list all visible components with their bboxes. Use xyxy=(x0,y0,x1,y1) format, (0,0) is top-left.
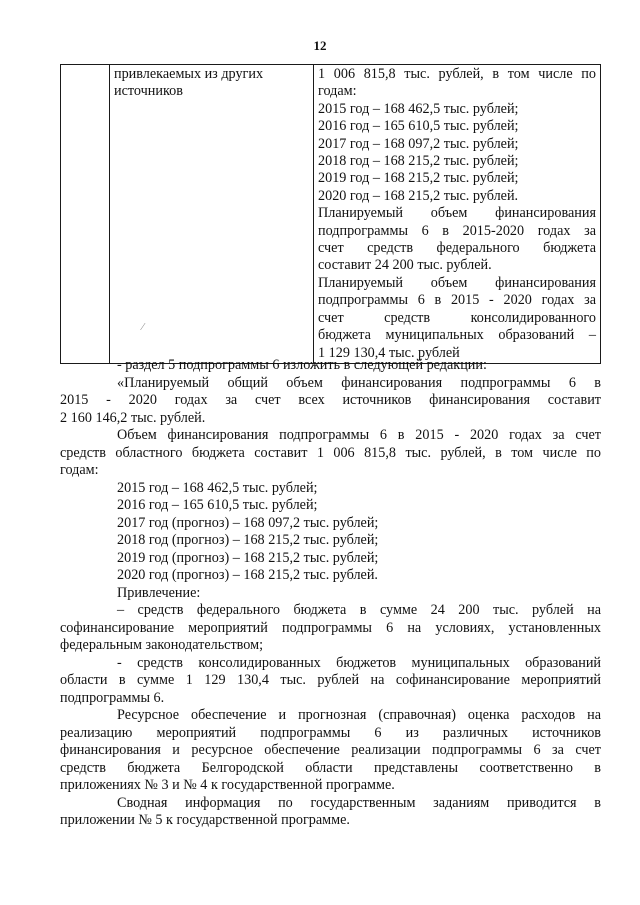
section-intro: - раздел 5 подпрограммы 6 изложить в следующей редакции: xyxy=(117,357,487,373)
total-line: 1 006 815,8 тыс. рублей, в том числе по xyxy=(318,66,596,82)
source-label-line: привлекаемых из других xyxy=(114,66,264,82)
resources-paragraph xyxy=(60,707,601,795)
table-row xyxy=(61,65,601,364)
year-line: 2020 год (прогноз) – 168 215,2 тыс. рублей. xyxy=(117,567,378,583)
text-line: финансирования и ресурсное обеспечение реализации подпрограммы 6 за счет xyxy=(60,742,601,758)
text-line: софинансирование мероприятий подпрограммы 6 на условиях, установленных xyxy=(60,619,601,636)
text-line: области в сумме 1 129 130,4 тыс. рублей на софинансирование мероприятий xyxy=(60,672,601,688)
text-line: 2015 - 2020 годах за счет всех источников финансирования составит xyxy=(60,392,601,408)
text-line: подпрограммы 6. xyxy=(60,689,165,706)
federal-line: Планируемый объем финансирования xyxy=(318,205,596,222)
summary-paragraph xyxy=(60,795,601,830)
text-line: - средств консолидированных бюджетов муниципальных образований xyxy=(117,654,601,671)
regional-budget-paragraph xyxy=(60,427,601,480)
text-line: Сводная информация по государственным заданиям приводится в xyxy=(117,794,601,811)
page-number: 12 xyxy=(313,38,327,53)
text-line: Ресурсное обеспечение и прогнозная (справочная) оценка расходов на xyxy=(117,707,601,723)
text-line: годам: xyxy=(60,462,99,478)
federal-line: составит 24 200 тыс. рублей. xyxy=(318,257,492,274)
text-line: средств областного бюджета составит 1 006 815,8 тыс. рублей, в том числе по xyxy=(60,444,601,461)
attraction-label: Привлечение: xyxy=(117,584,201,601)
stray-mark: ⁄ xyxy=(142,322,144,333)
financing-details-cell xyxy=(314,65,601,364)
text-line: федеральным законодательством; xyxy=(60,637,264,653)
year-line: 2019 год – 168 215,2 тыс. рублей; xyxy=(318,170,519,187)
year-line: 2017 год (прогноз) – 168 097,2 тыс. рублей; xyxy=(117,514,379,531)
source-label-line: источников xyxy=(114,83,183,100)
planned-total-paragraph xyxy=(60,375,601,428)
municipal-line: 1 129 130,4 тыс. рублей xyxy=(318,344,460,361)
year-line: 2018 год – 168 215,2 тыс. рублей; xyxy=(318,153,519,170)
text-line: приложении № 5 к государственной программе. xyxy=(60,812,350,828)
year-line: 2018 год (прогноз) – 168 215,2 тыс. рублей; xyxy=(117,532,379,548)
document-body xyxy=(60,357,601,830)
municipal-line: бюджета муниципальных образований – xyxy=(318,327,596,344)
year-line: 2015 год – 168 462,5 тыс. рублей; xyxy=(117,479,318,496)
text-line: 2 160 146,2 тыс. рублей. xyxy=(60,409,206,426)
text-line: приложениях № 3 и № 4 к государственной программе. xyxy=(60,777,395,793)
text-line: реализацию мероприятий подпрограммы 6 из различных источников xyxy=(60,724,601,741)
federal-line: подпрограммы 6 в 2015-2020 годах за xyxy=(318,222,596,239)
municipal-paragraph xyxy=(60,655,601,708)
total-line: годам: xyxy=(318,83,357,100)
text-line: средств бюджета Белгородской области представлены соответственно в xyxy=(60,759,601,776)
municipal-line: счет средств консолидированного xyxy=(318,309,596,326)
text-line: – средств федерального бюджета в сумме 24 200 тыс. рублей на xyxy=(117,602,601,618)
text-line: Объем финансирования подпрограммы 6 в 2015 - 2020 годах за счет xyxy=(117,427,601,443)
municipal-line: подпрограммы 6 в 2015 - 2020 годах за xyxy=(318,292,596,309)
financing-table xyxy=(60,64,601,364)
year-line: 2020 год – 168 215,2 тыс. рублей. xyxy=(318,187,519,204)
year-line: 2017 год – 168 097,2 тыс. рублей; xyxy=(318,135,519,152)
source-label-cell xyxy=(110,65,314,364)
year-line: 2016 год – 165 610,5 тыс. рублей; xyxy=(318,118,519,135)
federal-paragraph xyxy=(60,602,601,655)
empty-cell xyxy=(61,65,110,364)
yearly-breakdown xyxy=(60,480,601,585)
municipal-line: Планируемый объем финансирования xyxy=(318,274,596,291)
year-line: 2015 год – 168 462,5 тыс. рублей; xyxy=(318,100,519,117)
year-line: 2016 год – 165 610,5 тыс. рублей; xyxy=(117,497,318,513)
text-line: «Планируемый общий объем финансирования подпрограммы 6 в xyxy=(117,374,601,391)
federal-line: счет средств федерального бюджета xyxy=(318,240,596,257)
year-line: 2019 год (прогноз) – 168 215,2 тыс. рублей; xyxy=(117,549,379,566)
